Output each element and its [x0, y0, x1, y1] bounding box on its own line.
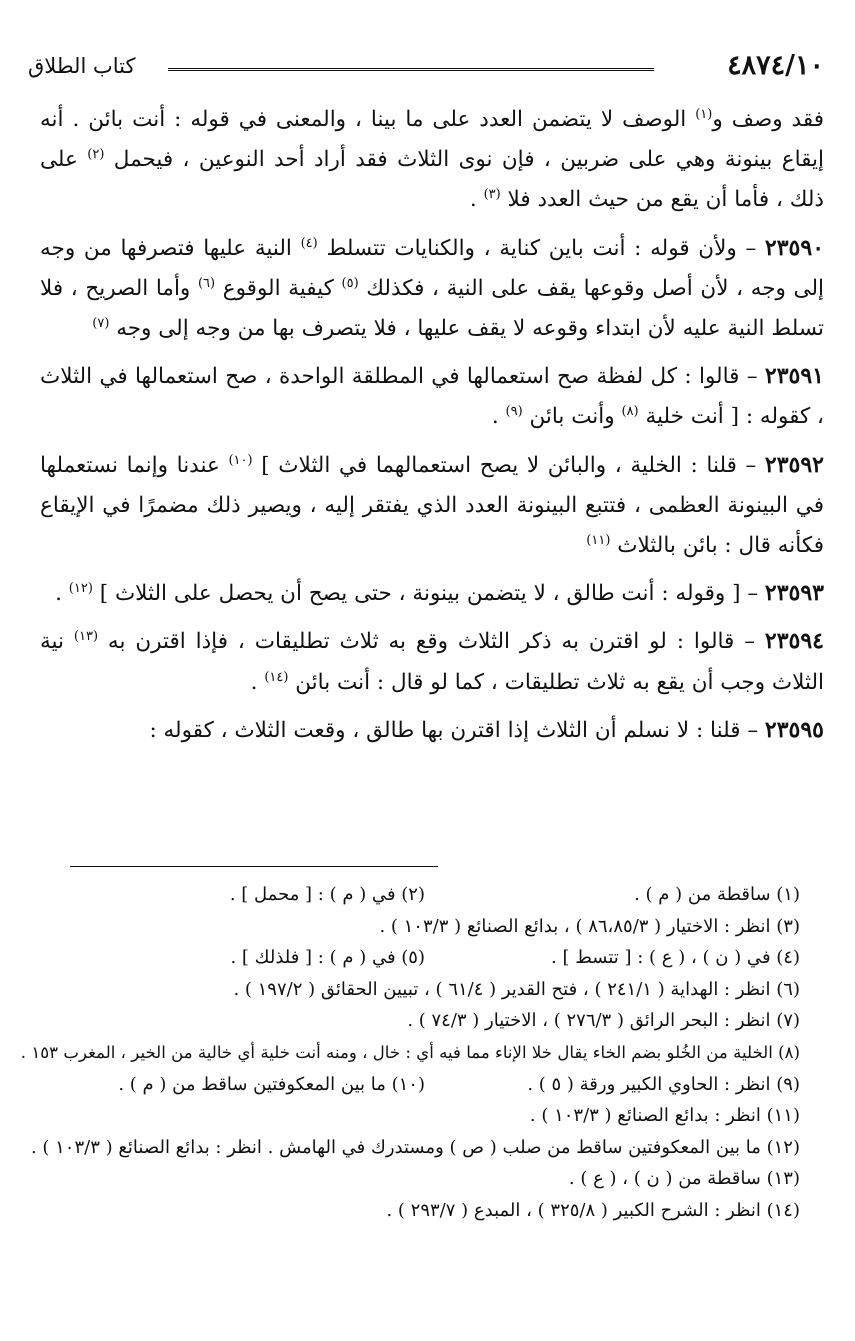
- footnote-separator: [70, 866, 438, 867]
- paragraph-number: ٢٣٥٩٥: [764, 716, 824, 743]
- page-header: [28, 46, 824, 86]
- footnote-line: [40, 1005, 800, 1037]
- page-number: ٤٨٧٤/١٠: [727, 50, 824, 81]
- footnote: (٩) انظر : الحاوي الكبير ورقة ( ٥ ) .: [527, 1073, 800, 1095]
- footnote: (٢) في ( م ) : [ محمل ] .: [229, 884, 425, 905]
- footnote: (١١) انظر : بدائع الصنائع ( ١٠٣/٣ ) .: [529, 1105, 800, 1127]
- footnote: (١٠) ما بين المعكوفتين ساقط من ( م ) .: [118, 1073, 425, 1095]
- paragraph: [40, 100, 824, 221]
- paragraph: [40, 228, 824, 350]
- paragraph-number: ٢٣٥٩٣: [764, 580, 824, 607]
- paragraph: [40, 573, 824, 614]
- footnote-line: [20, 1037, 800, 1069]
- footnote: (١٤) انظر : الشرح الكبير ( ٣٢٥/٨ ) ، المبدع ( ٢٩٣/٧ ) .: [386, 1199, 800, 1221]
- footnote-line: [40, 911, 800, 943]
- paragraph-number: ٢٣٥٩١: [764, 363, 824, 390]
- paragraph-text: – [ وقوله : أنت طالق ، لا يتضمن بينونة ، حتى يصح أن يحصل على الثلاث ] $^{(١٢)}$ .: [55, 581, 765, 607]
- footnote: (١) ساقطة من ( م ) .: [634, 884, 800, 905]
- paragraph-number: ٢٣٥٩٠: [764, 234, 825, 261]
- paragraph: [40, 445, 824, 567]
- footnote: (٦) انظر : الهداية ( ٢٤١/١ ) ، فتح القدير ( ٦١/٤ ) ، تبيين الحقائق ( ١٩٧/٢ ) .: [233, 978, 800, 1000]
- main-text: [40, 100, 824, 758]
- paragraph-text: – قالوا : لو اقترن به ذكر الثلاث وقع به ثلاث تطليقات ، فإذا اقترن به $^{(١٣)}$ نية الثلاث وجب أن يقع به ثلاث تطليقات ، كما لو قال : أنت بائن $^{(١٤)}$ .: [40, 629, 824, 695]
- footnote-line: [40, 974, 800, 1006]
- footnote-line: [40, 879, 800, 911]
- paragraph-text: فقد وصف و$^{(١)}$ الوصف لا يتضمن العدد على ما بينا ، والمعنى في قوله : أنت بائن . أنه إيقاع بينونة وهي على ضربين ، فإن نوى الثلاث فقد أراد أحد النوعين ، فيحمل $^{(٢)}$ على ذلك ، فأما أن يقع من حيث العدد فلا $^{(٣)}$ .: [40, 106, 824, 213]
- paragraph-text: – قلنا : الخلية ، والبائن لا يصح استعمالهما في الثلاث ] $^{(١٠)}$ عندنا وإنما نستعملها في البينونة العظمى ، فتتبع البينونة العدد الذي يفتقر إليه ، ويصير ذلك مضمرًا في الإيقاع فكأنه قال : بائن بالثلاث $^{(١١)}$: [40, 452, 824, 559]
- footnote: (١٣) ساقطة من ( ن ) ، ( ع ) .: [568, 1168, 800, 1190]
- footnote-line: [30, 1132, 800, 1164]
- footnote-line: [40, 1100, 800, 1132]
- footnote-line: [40, 1069, 800, 1101]
- paragraph-text: – قلنا : لا نسلم أن الثلاث إذا اقترن بها طالق ، وقعت الثلاث ، كقوله :: [149, 717, 765, 743]
- footnote: (١٢) ما بين المعكوفتين ساقط من صلب ( ص ) ومستدرك في الهامش . انظر : بدائع الصنائع ( ١٠٣/٣ ) .: [30, 1136, 800, 1158]
- paragraph-number: ٢٣٥٩٢: [764, 451, 824, 478]
- footnote-line: [40, 942, 800, 974]
- paragraph-number: ٢٣٥٩٤: [764, 628, 824, 655]
- header-rule: [168, 68, 654, 74]
- footnote: (٨) الخلية من الخُلو بضم الخاء يقال خلا الإناء مما فيه أي : خال ، ومنه أنت خلية أي خالية من الخير ، المغرب ١٥٣ .: [20, 1042, 800, 1062]
- book-title: كتاب الطلاق: [28, 54, 136, 78]
- footnote: (٣) انظر : الاختيار ( ٨٦،٨٥/٣ ) ، بدائع الصنائع ( ١٠٣/٣ ) .: [379, 915, 800, 937]
- footnote-line: [40, 1163, 800, 1195]
- footnote: (٤) في ( ن ) ، ( ع ) : [ تتسط ] .: [551, 947, 800, 969]
- footnote: (٧) انظر : البحر الرائق ( ٢٧٦/٣ ) ، الاختيار ( ٧٤/٣ ) .: [407, 1010, 800, 1032]
- paragraph: [40, 356, 824, 437]
- footnotes: [20, 879, 800, 1227]
- footnote: (٥) في ( م ) : [ فلذلك ] .: [230, 947, 425, 969]
- paragraph: [40, 710, 824, 751]
- paragraph-text: – قالوا : كل لفظة صح استعمالها في المطلقة الواحدة ، صح استعمالها في الثلاث ، كقوله : [ أنت خلية $^{(٨)}$ وأنت بائن $^{(٩)}$ .: [40, 364, 824, 430]
- footnote-line: [40, 1195, 800, 1227]
- paragraph-text: – ولأن قوله : أنت باين كناية ، والكنايات تتسلط $^{(٤)}$ النية عليها فتصرفها من وجه إلى وجه ، لأن أصل وقوعها يقف على النية ، فكذلك $^{(٥)}$ كيفية الوقوع $^{(٦)}$ وأما الصريح ، فلا تسلط النية عليه لأن ابتداء وقوعه لا يقف عليها ، فلا يتصرف بها من وجه إلى وجه $^{(٧)}$: [40, 235, 825, 342]
- paragraph: [40, 621, 824, 702]
